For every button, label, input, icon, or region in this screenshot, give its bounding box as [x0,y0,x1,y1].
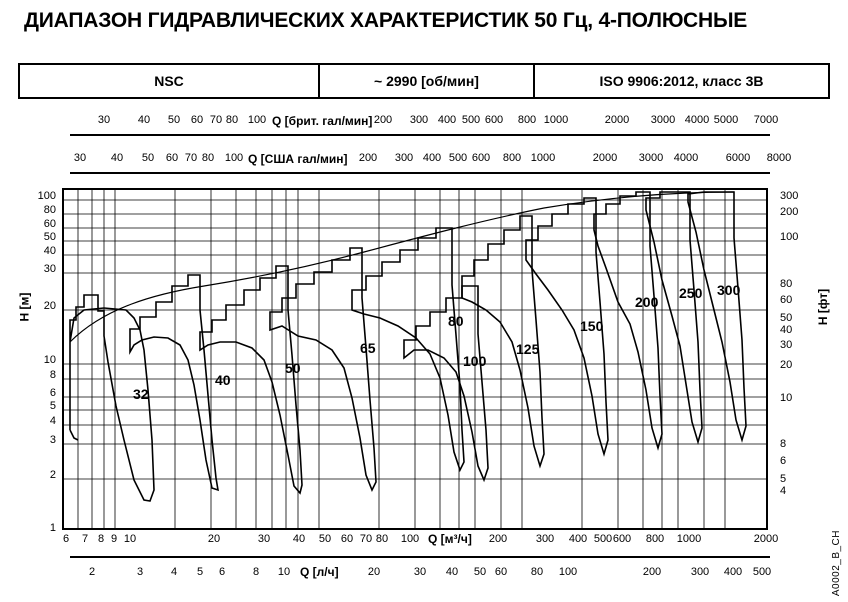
tick-y-left-4: 4 [49,415,56,427]
tick-x-13: 200 [488,533,508,545]
tick-y-left-20: 20 [43,300,56,312]
tick-y-left-80: 80 [43,204,56,216]
upper-envelope [70,192,734,342]
tick-x-20: 2000 [753,533,779,545]
tick-top-imp-8: 300 [409,114,429,126]
pump-envelopes [70,192,746,501]
tick-bot-2: 4 [170,566,178,578]
tick-x-10: 70 [359,533,373,545]
header-table [18,63,830,99]
tick-top-us-6: 100 [224,152,244,164]
tick-top-imp-2: 50 [167,114,181,126]
tick-y-left-5: 5 [49,400,56,412]
tick-y-right-80: 60 [780,294,793,306]
tick-top-us-10: 500 [448,152,468,164]
tick-x-12: 100 [400,533,420,545]
tick-bot-12: 80 [530,566,544,578]
tick-bot-4: 6 [218,566,226,578]
curve-40 [130,275,218,490]
tick-x-9: 60 [340,533,354,545]
bottom-axis-label: Q [л/ч] [300,565,339,579]
curve-label-250: 250 [679,285,703,301]
tick-x-17: 600 [612,533,632,545]
tick-top-us-2: 50 [141,152,155,164]
tick-top-us-14: 2000 [592,152,618,164]
tick-top-imp-15: 3000 [650,114,676,126]
tick-bot-8: 30 [413,566,427,578]
tick-top-imp-4: 70 [209,114,223,126]
tick-top-imp-13: 1000 [543,114,569,126]
tick-top-imp-14: 2000 [604,114,630,126]
tick-bot-3: 5 [196,566,204,578]
tick-bot-16: 400 [723,566,743,578]
tick-bot-15: 300 [690,566,710,578]
top-axis-label-imperial: Q [брит. гал/мин] [272,114,373,128]
tick-x-19: 1000 [676,533,702,545]
tick-top-imp-12: 800 [517,114,537,126]
tick-top-imp-1: 40 [137,114,151,126]
tick-top-us-3: 60 [165,152,179,164]
tick-y-left-3: 3 [49,434,56,446]
bottom-scale-bar [70,556,770,558]
tick-top-imp-6: 100 [247,114,267,126]
tick-y-left-1: 1 [49,522,56,534]
tick-x-3: 9 [110,533,118,545]
tick-x-5: 20 [207,533,221,545]
tick-top-us-7: 200 [358,152,378,164]
tick-x-16: 500 [593,533,613,545]
curve-label-125: 125 [516,341,540,357]
tick-bot-11: 60 [494,566,508,578]
tick-x-15: 400 [568,533,588,545]
tick-bot-14: 200 [642,566,662,578]
tick-bot-13: 100 [558,566,578,578]
tick-top-imp-5: 80 [225,114,239,126]
pump-performance-chart [62,188,768,530]
tick-y-right-50: 40 [780,324,793,336]
header-series: NSC [20,65,320,97]
tick-y-right-30: 20 [780,359,793,371]
tick-y-right-5: 4 [780,485,787,497]
x-axis-label-main: Q [м³/ч] [428,532,472,546]
curve-label-50: 50 [285,360,301,376]
tick-y-right-200: 100 [780,231,799,243]
tick-y-left-40: 40 [43,245,56,257]
tick-top-us-5: 80 [201,152,215,164]
tick-x-18: 800 [645,533,665,545]
y-axis-label-left: H [м] [17,292,32,322]
tick-y-left-6: 6 [49,387,56,399]
tick-bot-7: 20 [367,566,381,578]
tick-x-6: 30 [257,533,271,545]
tick-y-right-100: 80 [780,278,793,290]
tick-bot-10: 50 [473,566,487,578]
header-speed: ~ 2990 [об/мин] [320,65,535,97]
curve-label-200: 200 [635,294,659,310]
tick-top-us-18: 8000 [766,152,792,164]
tick-x-4: 10 [123,533,137,545]
curve-label-65: 65 [360,340,376,356]
curve-250 [646,192,702,442]
tick-bot-0: 2 [88,566,96,578]
tick-bot-17: 500 [752,566,772,578]
curve-label-300: 300 [717,282,741,298]
header-standard: ISO 9906:2012, класс 3B [599,73,764,89]
tick-y-left-8: 8 [49,369,56,381]
top-scale-imperial-bar [70,134,770,136]
tick-x-11: 80 [375,533,389,545]
tick-top-us-15: 3000 [638,152,664,164]
tick-y-right-300: 200 [780,206,799,218]
tick-top-us-8: 300 [394,152,414,164]
tick-top-imp-7: 200 [373,114,393,126]
tick-top-us-11: 600 [471,152,491,164]
tick-top-imp-18: 7000 [753,114,779,126]
tick-y-right-20: 10 [780,392,793,404]
tick-y-left-30: 30 [43,263,56,275]
tick-y-right-400: 300 [780,190,799,202]
curve-label-32: 32 [133,386,149,402]
curve-label-80: 80 [448,313,464,329]
curve-label-100: 100 [463,353,487,369]
tick-y-left-10: 10 [43,354,56,366]
tick-y-right-8: 6 [780,455,787,467]
tick-x-8: 50 [318,533,332,545]
tick-top-us-13: 1000 [530,152,556,164]
tick-top-imp-11: 600 [484,114,504,126]
tick-x-14: 300 [535,533,555,545]
tick-bot-6: 10 [277,566,291,578]
tick-bot-9: 40 [445,566,459,578]
tick-x-7: 40 [292,533,306,545]
tick-top-us-16: 4000 [673,152,699,164]
tick-top-imp-0: 30 [97,114,111,126]
tick-top-us-4: 70 [184,152,198,164]
tick-top-imp-10: 500 [461,114,481,126]
tick-top-us-12: 800 [502,152,522,164]
tick-y-right-40: 30 [780,339,793,351]
tick-y-left-60: 60 [43,218,56,230]
tick-top-imp-3: 60 [190,114,204,126]
chart-svg [64,190,766,528]
tick-y-right-6: 5 [780,473,787,485]
curve-label-40: 40 [215,372,231,388]
tick-top-imp-9: 400 [437,114,457,126]
tick-y-right-60: 50 [780,312,793,324]
tick-y-left-100: 100 [37,190,56,202]
y-axis-label-right: H [фт] [816,288,831,326]
tick-top-imp-16: 4000 [684,114,710,126]
tick-bot-1: 3 [136,566,144,578]
tick-y-right-10: 8 [780,438,787,450]
tick-top-us-9: 400 [422,152,442,164]
top-axis-label-us: Q [США гал/мин] [248,152,348,166]
tick-top-us-1: 40 [110,152,124,164]
page-title: ДИАПАЗОН ГИДРАВЛИЧЕСКИХ ХАРАКТЕРИСТИК 50 Гц, 4-ПОЛЮСНЫЕ [24,9,748,32]
tick-x-0: 6 [62,533,70,545]
tick-bot-5: 8 [252,566,260,578]
tick-x-2: 8 [97,533,105,545]
tick-top-us-0: 30 [73,152,87,164]
drawing-code: A0002_B_CH [831,529,842,596]
tick-y-left-50: 50 [43,231,56,243]
top-scale-us-bar [70,172,770,174]
tick-y-left-2: 2 [49,469,56,481]
tick-x-1: 7 [81,533,89,545]
tick-top-imp-17: 5000 [713,114,739,126]
tick-top-us-17: 6000 [725,152,751,164]
curve-label-150: 150 [580,318,604,334]
